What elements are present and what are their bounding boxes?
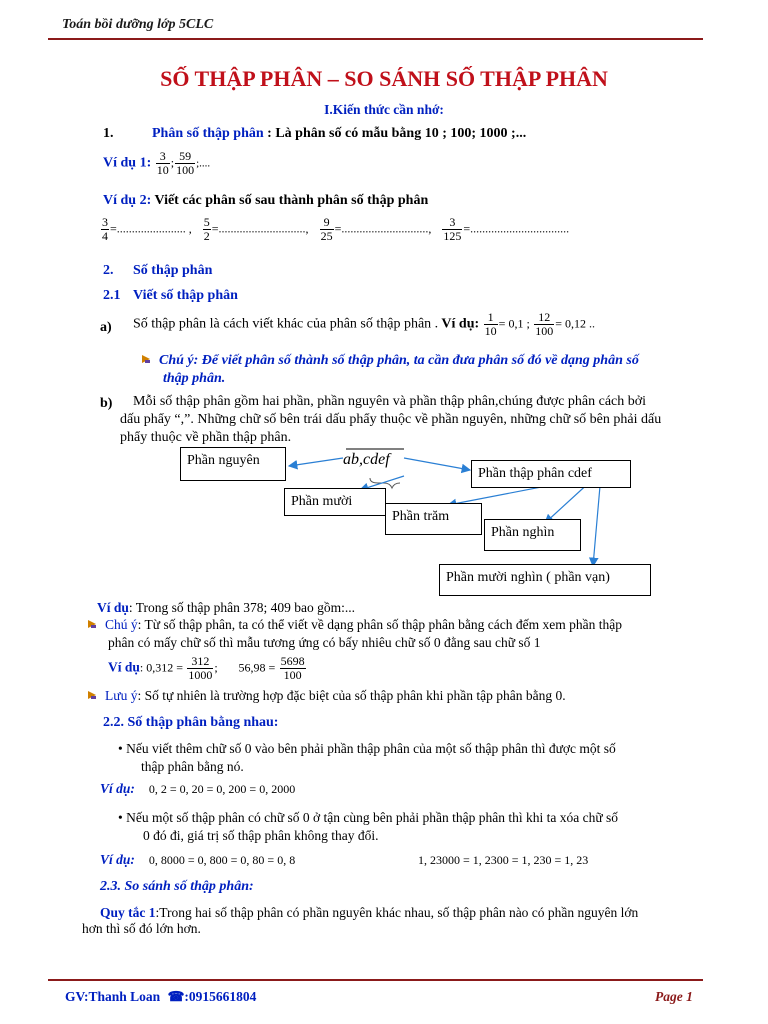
- bullet-dot-icon: •: [118, 810, 123, 825]
- example-378: Ví dụ: Trong số thập phân 378; 409 bao gồm:...: [97, 600, 356, 615]
- section22-title: 2.2. Số thập phân bằng nhau:: [103, 715, 279, 730]
- example2-fractions: $\frac{3}{4}$ =....................... , $\frac{5}{2}$ =............................., $\frac{9}{25}$ =............................., $\frac{3}{125}$ =.................................: [102, 215, 570, 243]
- b-label: b): [100, 396, 113, 411]
- example-equal-3: 1, 23000 = 1, 2300 = 1, 230 = 1, 23: [418, 853, 589, 867]
- luu-y: Lưu ý: Số tự nhiên là trường hợp đặc biệt của số thập phân khi phần tập phân bằng 0.: [88, 688, 566, 704]
- decimal-notation: ab,cdef: [343, 451, 390, 468]
- a-text: Số thập phân là cách viết khác của phân số thập phân . Ví dụ: $\frac{1}{10}$ = 0,1 ; $\frac{12}{100}$ = 0,12 ..: [133, 310, 596, 338]
- b-line1: Mỗi số thập phân gồm hai phần, phần nguyên và phần thập phân,chúng được phân cách bởi: [133, 394, 647, 409]
- item1-definition: Phân số thập phân : Là phân số có mẫu bằng 10 ; 100; 1000 ;...: [152, 126, 527, 141]
- page-number: Page 1: [655, 989, 693, 1004]
- sub1-title: Viết số thập phân: [133, 288, 238, 303]
- item1-number: 1.: [103, 126, 114, 141]
- footer-rule: [48, 979, 703, 981]
- box-ten-thousandths: Phần mười nghìn ( phần vạn): [439, 564, 651, 596]
- note-1: Chú ý: Để viết phân số thành số thập phân, ta cần đưa phân số đó về dạng phân số: [142, 353, 639, 369]
- bullet1-line2: thập phân bằng nó.: [141, 759, 244, 774]
- section-heading: I.Kiến thức cần nhớ:: [324, 102, 444, 117]
- fraction: $\frac{9}{25}$: [320, 215, 333, 243]
- box-hundredths: Phần trăm: [385, 503, 482, 535]
- note-2: Chú ý: Từ số thập phân, ta có thể viết về dạng phân số thập phân bằng cách đếm xem phần thập: [88, 617, 622, 633]
- box-decimal-part: Phần thập phân cdef: [471, 460, 631, 488]
- box-thousandths: Phần nghìn: [484, 519, 581, 551]
- example1: Ví dụ 1: $\frac{3}{10}$ ; $\frac{59}{100}$ ;....: [103, 149, 211, 177]
- fraction: $\frac{5}{2}$: [203, 215, 210, 243]
- fraction: $\frac{5698}{100}$: [280, 654, 305, 682]
- box-integer-part: Phần nguyên: [180, 447, 286, 481]
- fraction: $\frac{3}{4}$: [102, 215, 108, 243]
- section2-number: 2.: [103, 263, 114, 278]
- rule1-line2: hơn thì số đó lớn hơn.: [82, 921, 201, 936]
- phone-icon: ☎: [167, 989, 185, 1004]
- rule1-line1: Quy tắc 1:Trong hai số thập phân có phần nguyên khác nhau, số thập phân nào có phần nguyên lớn: [100, 905, 639, 920]
- bullet2-line2: 0 đó đi, giá trị số thập phân không thay đổi.: [143, 828, 379, 843]
- example-equal-2: Ví dụ: 0, 8000 = 0, 800 = 0, 80 = 0, 8: [100, 852, 296, 867]
- section2-title: Số thập phân: [133, 263, 213, 278]
- fraction: $\frac{312}{1000}$: [188, 654, 213, 682]
- example-equal-1: Ví dụ: 0, 2 = 0, 20 = 0, 200 = 0, 2000: [100, 781, 296, 796]
- box-tenths: Phần mười: [284, 488, 386, 516]
- example2: Ví dụ 2: Viết các phân số sau thành phân số thập phân: [103, 193, 429, 208]
- arrow-bullet-icon: [88, 618, 99, 629]
- bullet2-line1: • Nếu một số thập phân có chữ số 0 ở tận cùng bên phải phần thập phân thì khi ta xóa chữ số: [118, 810, 619, 825]
- arrow-bullet-icon: [88, 689, 99, 700]
- b-line3: phẩy thuộc về phần thập phân.: [120, 430, 292, 445]
- header-title: Toán bồi dưỡng lớp 5CLC: [62, 17, 214, 32]
- bullet-dot-icon: •: [118, 741, 123, 756]
- fraction: $\frac{3}{125}$: [443, 215, 462, 243]
- footer-teacher: GV:Thanh Loan ☎:0915661804: [65, 989, 257, 1004]
- sub1-number: 2.1: [103, 288, 121, 303]
- fraction: $\frac{1}{10}$: [484, 310, 497, 338]
- fraction: $\frac{3}{10}$: [156, 149, 169, 177]
- fraction: $\frac{12}{100}$: [535, 310, 554, 338]
- example-fractions: Ví dụ: 0,312 = $\frac{312}{1000}$ ; 56,98 = $\frac{5698}{100}$: [108, 654, 305, 682]
- a-label: a): [100, 320, 112, 335]
- section23-title: 2.3. So sánh số thập phân:: [100, 879, 254, 894]
- page-title: SỐ THẬP PHÂN – SO SÁNH SỐ THẬP PHÂN: [160, 66, 608, 91]
- b-line2: dấu phẩy “,”. Những chữ số bên trái dấu phẩy thuộc về phần nguyên, những chữ số bên phải dấu: [120, 412, 662, 427]
- note-2-line2: phân có mấy chữ số thì mẫu tương ứng có bấy nhiêu chữ số 0 đằng sau chữ số 1: [108, 635, 541, 650]
- note-1-line2: thập phân.: [163, 371, 226, 386]
- fraction: $\frac{59}{100}$: [176, 149, 195, 177]
- bullet1-line1: • Nếu viết thêm chữ số 0 vào bên phải phần thập phân của một số thập phân thì được một số: [118, 741, 616, 756]
